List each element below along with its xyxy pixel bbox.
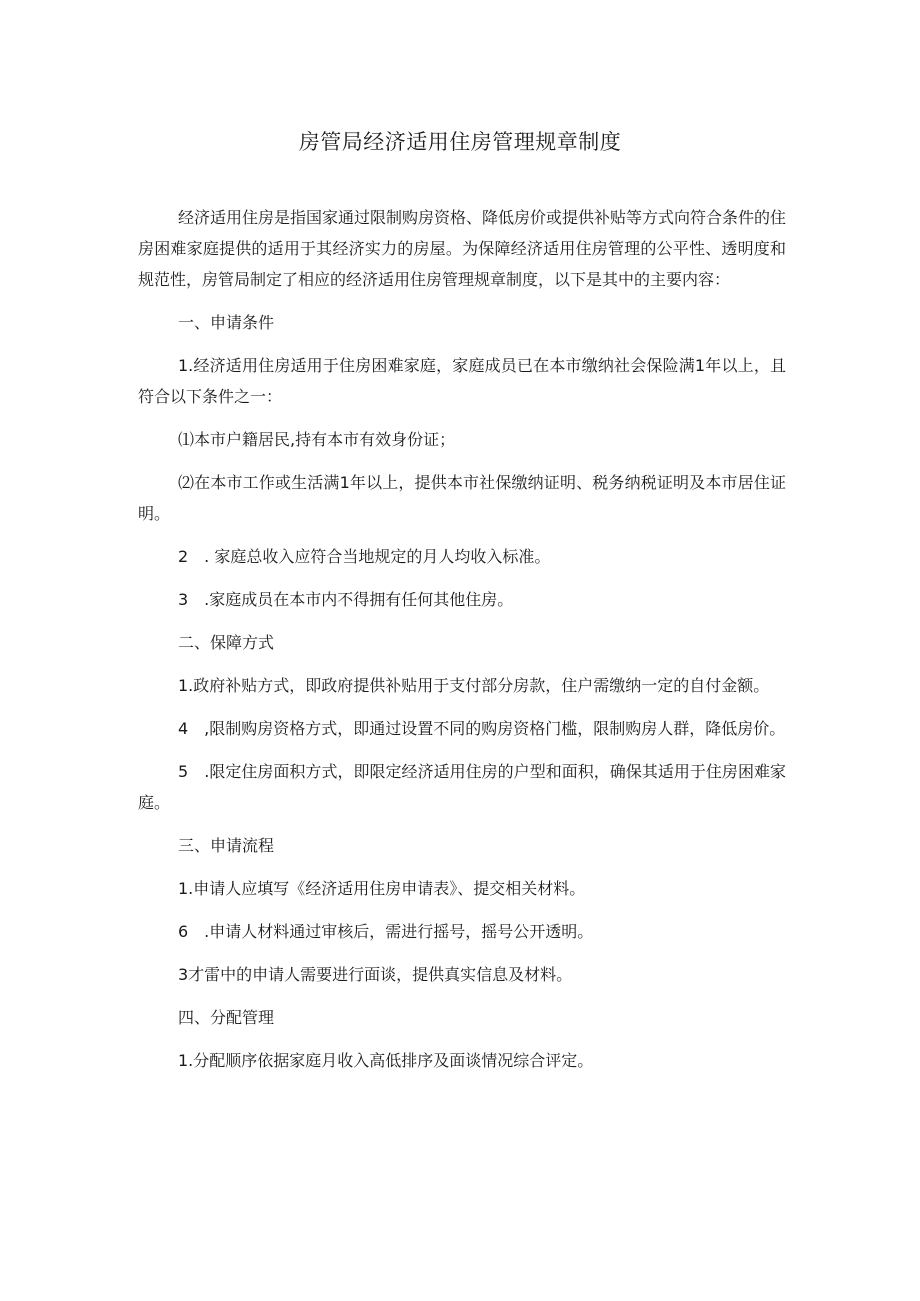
paragraph-guarantee-2: 4 ,限制购房资格方式，即通过设置不同的购房资格门槛，限制购房人群，降低房价。: [178, 719, 786, 738]
paragraph-guarantee-3: 5 .限定住房面积方式，即限定经济适用住房的户型和面积，确保其适用于住房困难家庭。: [138, 762, 786, 812]
paragraph-process-3: 3才雷中的申请人需要进行面谈，提供真实信息及材料。: [178, 965, 573, 984]
section-heading-allocation-management: 四、分配管理: [178, 1008, 275, 1027]
section-heading-guarantee-methods: 二、保障方式: [178, 633, 275, 652]
paragraph-condition-1-sub-2: ⑵在本市工作或生活满1年以上，提供本市社保缴纳证明、税务纳税证明及本市居住证明。: [138, 473, 786, 523]
paragraph-allocation-1: 1.分配顺序依据家庭月收入高低排序及面谈情况综合评定。: [178, 1051, 594, 1070]
document-body: [138, 202, 786, 1088]
section-heading-application-conditions: 一、申请条件: [178, 313, 275, 332]
paragraph-condition-1: 1.经济适用住房适用于住房困难家庭，家庭成员已在本市缴纳社会保险满1年以上，且符合以下条件之一：: [138, 356, 786, 406]
paragraph-condition-1-sub-1: ⑴本市户籍居民,持有本市有效身份证；: [178, 430, 456, 449]
paragraph-process-2: 6 .申请人材料通过审核后，需进行摇号，摇号公开透明。: [178, 922, 594, 941]
intro-paragraph: 经济适用住房是指国家通过限制购房资格、降低房价或提供补贴等方式向符合条件的住房困难家庭提供的适用于其经济实力的房屋。为保障经济适用住房管理的公平性、透明度和规范性，房管局制定了相应的经济适用住房管理规章制度，以下是其中的主要内容：: [138, 208, 787, 289]
paragraph-guarantee-1: 1.政府补贴方式，即政府提供补贴用于支付部分房款，住户需缴纳一定的自付金额。: [178, 676, 770, 695]
section-heading-application-process: 三、申请流程: [178, 836, 275, 855]
paragraph-process-1: 1.申请人应填写《经济适用住房申请表》、提交相关材料。: [178, 879, 586, 898]
document-title: 房管局经济适用住房管理规章制度: [298, 130, 622, 154]
paragraph-condition-2: 2 . 家庭总收入应符合当地规定的月人均收入标准。: [178, 547, 551, 566]
paragraph-condition-3: 3 .家庭成员在本市内不得拥有任何其他住房。: [178, 590, 514, 609]
